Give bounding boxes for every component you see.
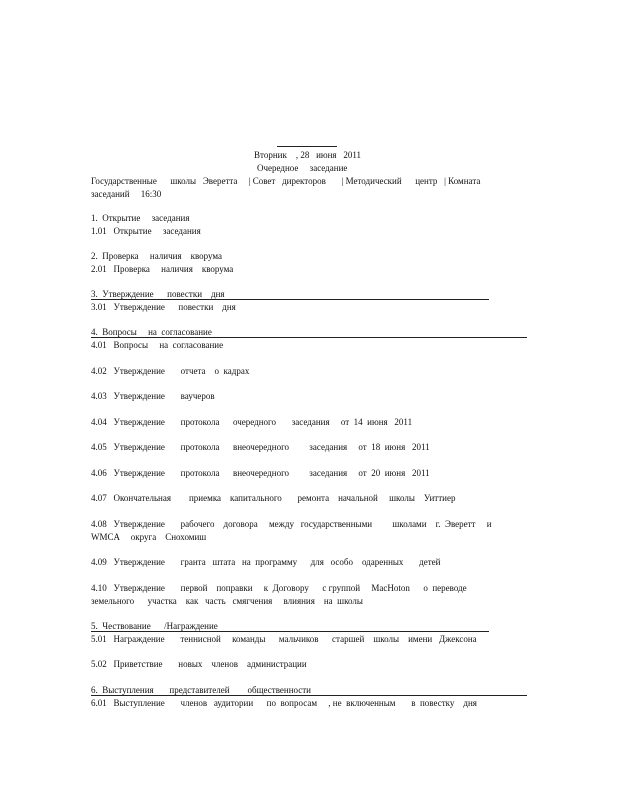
location-line-2: заседаний 16:30 [91, 189, 162, 199]
agenda-item: 4.02 Утверждение отчета о кадрах [91, 366, 250, 376]
section-heading: 2. Проверка наличия кворума [91, 251, 223, 261]
agenda-item: 4.09 Утверждение гранта штата на программу для особо одаренных детей [91, 557, 441, 567]
agenda-item: 4.04 Утверждение протокола очередного заседания от 14 июня 2011 [91, 417, 413, 427]
section-heading: 4. Вопросы на согласование [91, 327, 212, 337]
header-rule [277, 146, 337, 147]
section-heading: 3. Утверждение повестки дня [91, 289, 225, 299]
section-heading: 1. Открытие заседания [91, 213, 190, 223]
agenda-item: 3.01 Утверждение повестки дня [91, 302, 236, 312]
location-line-1: Государственные школы Эверетта | Совет директоров | Методический центр | Комната [91, 176, 481, 186]
agenda-item: 1.01 Открытие заседания [91, 226, 201, 236]
section-heading: 5. Чествование /Награждение [91, 621, 218, 631]
agenda-item-continued: WMCA округа Снохомиш [91, 532, 207, 542]
agenda-item: 4.03 Утверждение ваучеров [91, 391, 215, 401]
agenda-item: 4.10 Утверждение первой поправки к Договору с группой MacHoton о переводе [91, 583, 467, 593]
section-heading: 6. Выступления представителей общественности [91, 685, 311, 695]
agenda-item: 4.07 Окончательная приемка капитального ремонта начальной школы Уиттиер [91, 493, 456, 503]
section-rule [91, 631, 489, 632]
agenda-item-continued: земельного участка как часть смягчения влияния на школы [91, 596, 363, 606]
agenda-item: 6.01 Выступление членов аудитории по вопросам , не включенным в повестку дня [91, 698, 477, 708]
section-rule [91, 337, 527, 338]
agenda-item: 2.01 Проверка наличия кворума [91, 264, 234, 274]
meeting-type: Очередное заседание [257, 163, 348, 173]
agenda-item: 4.06 Утверждение протокола внеочередного заседания от 20 июня 2011 [91, 468, 430, 478]
agenda-item: 4.01 Вопросы на согласование [91, 340, 224, 350]
meeting-date: Вторник , 28 июня 2011 [254, 150, 361, 160]
agenda-item: 5.01 Награждение теннисной команды мальчиков старшей школы имени Джексона [91, 634, 477, 644]
agenda-item: 4.08 Утверждение рабочего договора между государственными школами г. Эверетт и [91, 519, 492, 529]
section-rule [91, 299, 489, 300]
section-rule [91, 695, 527, 696]
agenda-item: 5.02 Приветствие новых членов администрации [91, 659, 307, 669]
agenda-item: 4.05 Утверждение протокола внеочередного заседания от 18 июня 2011 [91, 442, 430, 452]
